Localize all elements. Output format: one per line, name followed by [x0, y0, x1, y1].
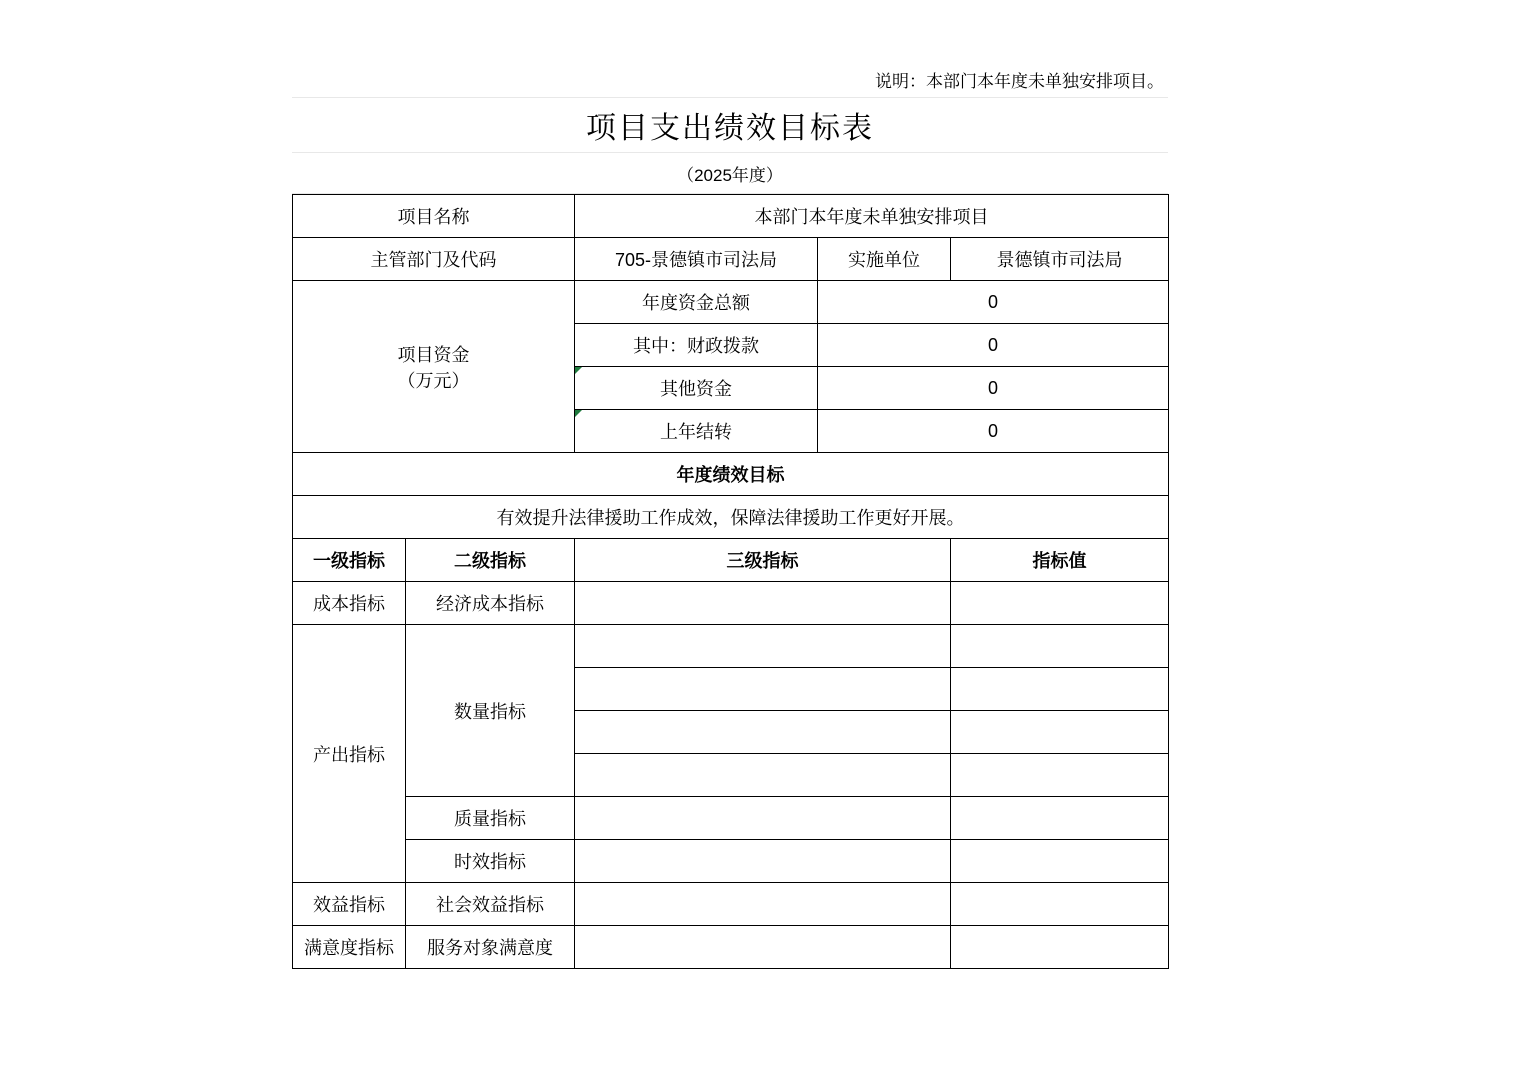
fund-item-label-3: 上年结转 [575, 410, 818, 453]
annual-goal-header: 年度绩效目标 [293, 453, 1169, 496]
indicator-value-cell [951, 754, 1169, 797]
indicator-level2-quality: 质量指标 [406, 797, 575, 840]
sheet-note-text: 说明：本部门本年度未单独安排项目。 [875, 72, 1164, 91]
indicator-level3-cell [575, 926, 951, 969]
project-funds-label [293, 281, 575, 453]
indicator-level3-cell [575, 883, 951, 926]
table-row-annual-goal-text [293, 496, 1169, 539]
project-name-value: 本部门本年度未单独安排项目 [575, 195, 1169, 238]
indicator-value-cell [951, 625, 1169, 668]
indicator-level2-timeliness: 时效指标 [406, 840, 575, 883]
department-label: 主管部门及代码 [293, 238, 575, 281]
indicator-level2-service-satisfaction: 服务对象满意度 [406, 926, 575, 969]
indicator-level3-cell [575, 754, 951, 797]
page-title [292, 98, 1168, 153]
table-row-indicator-headers [293, 539, 1169, 582]
indicator-header-level1: 一级指标 [293, 539, 406, 582]
indicator-header-value: 指标值 [951, 539, 1169, 582]
page-title-text: 项目支出绩效目标表 [586, 112, 874, 145]
fund-item-label-1: 其中：财政拨款 [575, 324, 818, 367]
fund-item-value-0: 0 [818, 281, 1169, 324]
implementing-unit-value: 景德镇市司法局 [951, 238, 1169, 281]
table-row [293, 883, 1169, 926]
fund-item-label-2: 其他资金 [575, 367, 818, 410]
table-row-project-name [293, 195, 1169, 238]
indicator-value-cell [951, 840, 1169, 883]
table-row [293, 840, 1169, 883]
fund-item-value-2: 0 [818, 367, 1169, 410]
indicator-level1-cost: 成本指标 [293, 582, 406, 625]
indicator-level3-cell [575, 840, 951, 883]
department-value: 705-景德镇市司法局 [575, 238, 818, 281]
project-funds-label-line2: （万元） [397, 370, 470, 391]
page-subtitle-text: （2025年度） [677, 165, 783, 185]
fund-item-value-1: 0 [818, 324, 1169, 367]
indicator-value-cell [951, 668, 1169, 711]
indicator-level2-economic-cost: 经济成本指标 [406, 582, 575, 625]
performance-target-sheet [292, 62, 1168, 969]
sheet-note [292, 62, 1168, 98]
annual-goal-text: 有效提升法律援助工作成效，保障法律援助工作更好开展。 [293, 496, 1169, 539]
fund-item-label-0: 年度资金总额 [575, 281, 818, 324]
performance-table [292, 194, 1169, 969]
table-row [293, 625, 1169, 668]
indicator-level2-quantity: 数量指标 [406, 625, 575, 797]
indicator-level3-cell [575, 668, 951, 711]
indicator-level1-benefit: 效益指标 [293, 883, 406, 926]
indicator-level2-social-benefit: 社会效益指标 [406, 883, 575, 926]
table-row-fund-total [293, 281, 1169, 324]
indicator-level3-cell [575, 625, 951, 668]
project-name-label: 项目名称 [293, 195, 575, 238]
indicator-value-cell [951, 883, 1169, 926]
indicator-header-level3: 三级指标 [575, 539, 951, 582]
fund-item-value-3: 0 [818, 410, 1169, 453]
indicator-value-cell [951, 711, 1169, 754]
indicator-level3-cell [575, 797, 951, 840]
indicator-header-level2: 二级指标 [406, 539, 575, 582]
table-row-annual-goal-header [293, 453, 1169, 496]
page-subtitle [292, 153, 1168, 194]
table-row-department [293, 238, 1169, 281]
indicator-level1-output: 产出指标 [293, 625, 406, 883]
indicator-value-cell [951, 582, 1169, 625]
table-row [293, 582, 1169, 625]
indicator-level1-satisfaction: 满意度指标 [293, 926, 406, 969]
table-row [293, 926, 1169, 969]
indicator-value-cell [951, 926, 1169, 969]
table-row [293, 797, 1169, 840]
indicator-level3-cell [575, 711, 951, 754]
indicator-value-cell [951, 797, 1169, 840]
project-funds-label-line1: 项目资金 [397, 344, 470, 365]
indicator-level3-cell [575, 582, 951, 625]
implementing-unit-label: 实施单位 [818, 238, 951, 281]
